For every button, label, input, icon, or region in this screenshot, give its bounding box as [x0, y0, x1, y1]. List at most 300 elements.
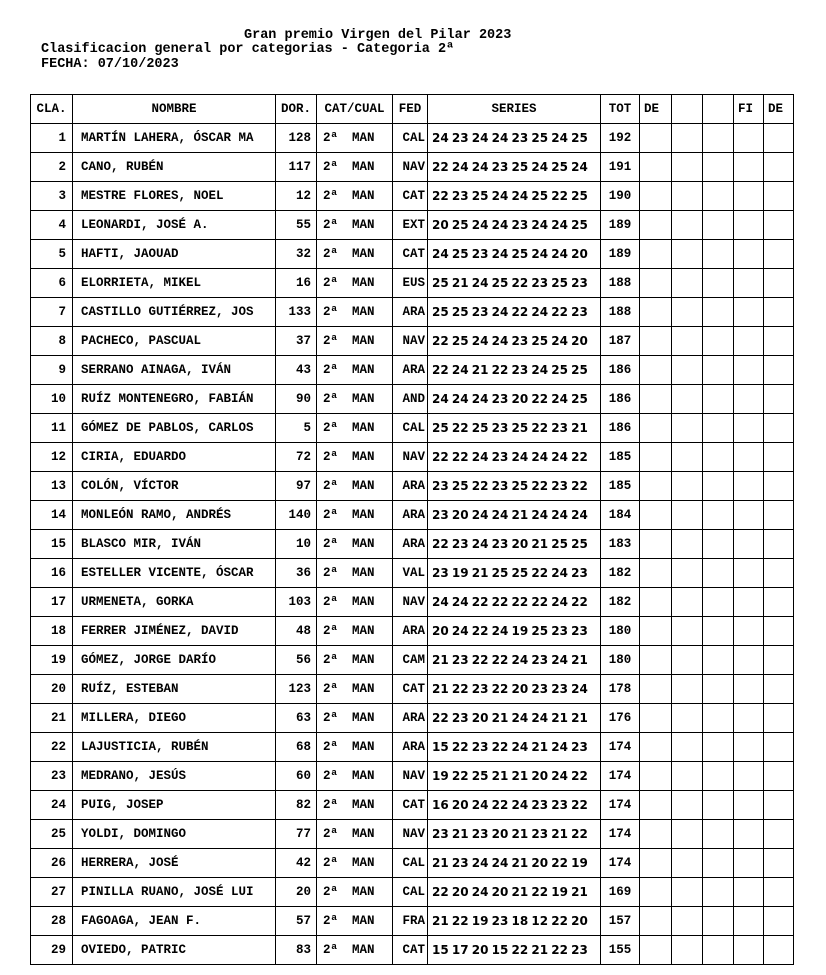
- blank-cell-2: [703, 849, 734, 878]
- report-date: FECHA: 07/10/2023: [41, 57, 179, 72]
- category-value: 2ª: [323, 131, 339, 145]
- de-2-cell: [764, 385, 794, 414]
- blank-cell-1: [672, 762, 703, 791]
- fi-cell: [734, 675, 764, 704]
- category-cell: [317, 530, 393, 559]
- total-cell: 182: [601, 559, 640, 588]
- fi-cell: [734, 356, 764, 385]
- category-cell: [317, 472, 393, 501]
- table-row: [31, 936, 794, 965]
- blank-cell-2: [703, 472, 734, 501]
- qualification-value: MAN: [352, 914, 375, 928]
- blank-cell-2: [703, 762, 734, 791]
- table-row: [31, 443, 794, 472]
- bib-cell: 5: [276, 414, 317, 443]
- blank-cell-2: [703, 559, 734, 588]
- table-row: [31, 298, 794, 327]
- rank-cell: 24: [31, 791, 73, 820]
- total-cell: 189: [601, 240, 640, 269]
- category-value: 2ª: [323, 798, 339, 812]
- blank-cell-2: [703, 269, 734, 298]
- rank-cell: 22: [31, 733, 73, 762]
- de-2-cell: [764, 501, 794, 530]
- rank-cell: 20: [31, 675, 73, 704]
- category-value: 2ª: [323, 450, 339, 464]
- de-2-cell: [764, 878, 794, 907]
- category-cell: [317, 211, 393, 240]
- col-tot-header: TOT: [601, 95, 640, 124]
- table-row: [31, 269, 794, 298]
- blank-cell-2: [703, 907, 734, 936]
- blank-cell-1: [672, 849, 703, 878]
- rank-cell: 26: [31, 849, 73, 878]
- federation-cell: CAT: [393, 791, 428, 820]
- category-cell: [317, 646, 393, 675]
- bib-cell: 140: [276, 501, 317, 530]
- fi-cell: [734, 704, 764, 733]
- col-cla-header: CLA.: [31, 95, 73, 124]
- bib-cell: 57: [276, 907, 317, 936]
- qualification-value: MAN: [352, 131, 375, 145]
- total-cell: 180: [601, 646, 640, 675]
- qualification-value: MAN: [352, 218, 375, 232]
- bib-cell: 128: [276, 124, 317, 153]
- col-blank-1-header: [672, 95, 703, 124]
- fi-cell: [734, 820, 764, 849]
- blank-cell-1: [672, 240, 703, 269]
- series-cell: 21 23 22 22 24 23 24 21: [428, 646, 601, 675]
- de-cell: [640, 530, 672, 559]
- qualification-value: MAN: [352, 479, 375, 493]
- qualification-value: MAN: [352, 595, 375, 609]
- de-2-cell: [764, 849, 794, 878]
- total-cell: 186: [601, 385, 640, 414]
- category-value: 2ª: [323, 392, 339, 406]
- de-2-cell: [764, 907, 794, 936]
- total-cell: 187: [601, 327, 640, 356]
- bib-cell: 20: [276, 878, 317, 907]
- de-cell: [640, 617, 672, 646]
- blank-cell-2: [703, 443, 734, 472]
- blank-cell-2: [703, 298, 734, 327]
- category-cell: [317, 356, 393, 385]
- fi-cell: [734, 414, 764, 443]
- table-row: [31, 762, 794, 791]
- table-row: [31, 240, 794, 269]
- category-value: 2ª: [323, 537, 339, 551]
- total-cell: 189: [601, 211, 640, 240]
- series-cell: 22 24 21 22 23 24 25 25: [428, 356, 601, 385]
- qualification-value: MAN: [352, 421, 375, 435]
- federation-cell: CAL: [393, 878, 428, 907]
- col-fed-header: FED: [393, 95, 428, 124]
- category-value: 2ª: [323, 769, 339, 783]
- qualification-value: MAN: [352, 943, 375, 957]
- de-cell: [640, 907, 672, 936]
- series-cell: 24 25 23 24 25 24 24 20: [428, 240, 601, 269]
- fi-cell: [734, 385, 764, 414]
- category-value: 2ª: [323, 305, 339, 319]
- de-2-cell: [764, 327, 794, 356]
- category-cell: [317, 762, 393, 791]
- fi-cell: [734, 240, 764, 269]
- name-cell: CANO, RUBÉN: [73, 153, 276, 182]
- table-row: [31, 907, 794, 936]
- category-cell: [317, 501, 393, 530]
- name-cell: MEDRANO, JESÚS: [73, 762, 276, 791]
- name-cell: LAJUSTICIA, RUBÉN: [73, 733, 276, 762]
- blank-cell-2: [703, 791, 734, 820]
- blank-cell-2: [703, 501, 734, 530]
- category-cell: [317, 791, 393, 820]
- bib-cell: 68: [276, 733, 317, 762]
- qualification-value: MAN: [352, 247, 375, 261]
- de-2-cell: [764, 414, 794, 443]
- blank-cell-2: [703, 327, 734, 356]
- de-2-cell: [764, 472, 794, 501]
- series-cell: 24 24 22 22 22 22 24 22: [428, 588, 601, 617]
- table-row: [31, 820, 794, 849]
- federation-cell: FRA: [393, 907, 428, 936]
- rank-cell: 6: [31, 269, 73, 298]
- de-cell: [640, 414, 672, 443]
- blank-cell-2: [703, 240, 734, 269]
- bib-cell: 43: [276, 356, 317, 385]
- qualification-value: MAN: [352, 566, 375, 580]
- bib-cell: 42: [276, 849, 317, 878]
- fi-cell: [734, 530, 764, 559]
- total-cell: 183: [601, 530, 640, 559]
- category-cell: [317, 385, 393, 414]
- federation-cell: ARA: [393, 530, 428, 559]
- blank-cell-1: [672, 820, 703, 849]
- category-cell: [317, 878, 393, 907]
- qualification-value: MAN: [352, 450, 375, 464]
- blank-cell-2: [703, 153, 734, 182]
- series-cell: 23 19 21 25 25 22 24 23: [428, 559, 601, 588]
- fi-cell: [734, 617, 764, 646]
- total-cell: 174: [601, 762, 640, 791]
- series-cell: 22 20 24 20 21 22 19 21: [428, 878, 601, 907]
- federation-cell: NAV: [393, 588, 428, 617]
- table-row: [31, 472, 794, 501]
- fi-cell: [734, 936, 764, 965]
- de-cell: [640, 762, 672, 791]
- fi-cell: [734, 327, 764, 356]
- fi-cell: [734, 907, 764, 936]
- table-row: [31, 211, 794, 240]
- report-title: Gran premio Virgen del Pilar 2023: [244, 28, 512, 43]
- de-cell: [640, 646, 672, 675]
- blank-cell-2: [703, 675, 734, 704]
- table-row: [31, 559, 794, 588]
- category-value: 2ª: [323, 827, 339, 841]
- series-cell: 22 23 20 21 24 24 21 21: [428, 704, 601, 733]
- blank-cell-1: [672, 530, 703, 559]
- fi-cell: [734, 153, 764, 182]
- federation-cell: CAT: [393, 936, 428, 965]
- bib-cell: 83: [276, 936, 317, 965]
- category-value: 2ª: [323, 479, 339, 493]
- blank-cell-2: [703, 878, 734, 907]
- fi-cell: [734, 269, 764, 298]
- qualification-value: MAN: [352, 160, 375, 174]
- name-cell: PINILLA RUANO, JOSÉ LUI: [73, 878, 276, 907]
- total-cell: 188: [601, 298, 640, 327]
- federation-cell: NAV: [393, 443, 428, 472]
- federation-cell: CAL: [393, 414, 428, 443]
- series-cell: 20 24 22 24 19 25 23 23: [428, 617, 601, 646]
- bib-cell: 36: [276, 559, 317, 588]
- bib-cell: 117: [276, 153, 317, 182]
- blank-cell-1: [672, 298, 703, 327]
- total-cell: 174: [601, 820, 640, 849]
- federation-cell: EXT: [393, 211, 428, 240]
- blank-cell-1: [672, 153, 703, 182]
- category-cell: [317, 124, 393, 153]
- de-cell: [640, 211, 672, 240]
- name-cell: FERRER JIMÉNEZ, DAVID: [73, 617, 276, 646]
- de-2-cell: [764, 704, 794, 733]
- category-value: 2ª: [323, 334, 339, 348]
- blank-cell-2: [703, 414, 734, 443]
- rank-cell: 25: [31, 820, 73, 849]
- total-cell: 174: [601, 791, 640, 820]
- qualification-value: MAN: [352, 653, 375, 667]
- bib-cell: 63: [276, 704, 317, 733]
- de-cell: [640, 820, 672, 849]
- series-cell: 16 20 24 22 24 23 23 22: [428, 791, 601, 820]
- blank-cell-1: [672, 385, 703, 414]
- rank-cell: 9: [31, 356, 73, 385]
- fi-cell: [734, 762, 764, 791]
- qualification-value: MAN: [352, 276, 375, 290]
- series-cell: 22 23 25 24 24 25 22 25: [428, 182, 601, 211]
- bib-cell: 60: [276, 762, 317, 791]
- category-value: 2ª: [323, 856, 339, 870]
- de-2-cell: [764, 124, 794, 153]
- rank-cell: 19: [31, 646, 73, 675]
- rank-cell: 10: [31, 385, 73, 414]
- rank-cell: 29: [31, 936, 73, 965]
- qualification-value: MAN: [352, 856, 375, 870]
- series-cell: 22 24 24 23 25 24 25 24: [428, 153, 601, 182]
- series-cell: 19 22 25 21 21 20 24 22: [428, 762, 601, 791]
- de-cell: [640, 501, 672, 530]
- col-fi-header: FI: [734, 95, 764, 124]
- de-2-cell: [764, 733, 794, 762]
- federation-cell: CAL: [393, 849, 428, 878]
- bib-cell: 82: [276, 791, 317, 820]
- de-2-cell: [764, 240, 794, 269]
- table-row: [31, 704, 794, 733]
- de-cell: [640, 356, 672, 385]
- name-cell: COLÓN, VÍCTOR: [73, 472, 276, 501]
- series-cell: 23 25 22 23 25 22 23 22: [428, 472, 601, 501]
- table-row: [31, 530, 794, 559]
- rank-cell: 13: [31, 472, 73, 501]
- federation-cell: CAT: [393, 182, 428, 211]
- rank-cell: 3: [31, 182, 73, 211]
- rank-cell: 8: [31, 327, 73, 356]
- col-blank-2-header: [703, 95, 734, 124]
- blank-cell-2: [703, 356, 734, 385]
- category-value: 2ª: [323, 160, 339, 174]
- federation-cell: ARA: [393, 356, 428, 385]
- fi-cell: [734, 443, 764, 472]
- federation-cell: CAM: [393, 646, 428, 675]
- blank-cell-1: [672, 327, 703, 356]
- name-cell: CASTILLO GUTIÉRREZ, JOS: [73, 298, 276, 327]
- name-cell: PUIG, JOSEP: [73, 791, 276, 820]
- rank-cell: 21: [31, 704, 73, 733]
- category-cell: [317, 240, 393, 269]
- de-2-cell: [764, 182, 794, 211]
- series-cell: 20 25 24 24 23 24 24 25: [428, 211, 601, 240]
- series-cell: 21 22 23 22 20 23 23 24: [428, 675, 601, 704]
- qualification-value: MAN: [352, 334, 375, 348]
- total-cell: 186: [601, 414, 640, 443]
- name-cell: RUÍZ MONTENEGRO, FABIÁN: [73, 385, 276, 414]
- rank-cell: 18: [31, 617, 73, 646]
- blank-cell-2: [703, 530, 734, 559]
- name-cell: ELORRIETA, MIKEL: [73, 269, 276, 298]
- col-cat-cual-header: CAT/CUAL: [317, 95, 393, 124]
- table-row: [31, 501, 794, 530]
- blank-cell-1: [672, 588, 703, 617]
- rank-cell: 17: [31, 588, 73, 617]
- blank-cell-1: [672, 124, 703, 153]
- de-cell: [640, 443, 672, 472]
- category-value: 2ª: [323, 421, 339, 435]
- qualification-value: MAN: [352, 537, 375, 551]
- category-cell: [317, 298, 393, 327]
- category-value: 2ª: [323, 943, 339, 957]
- de-cell: [640, 153, 672, 182]
- federation-cell: AND: [393, 385, 428, 414]
- de-2-cell: [764, 820, 794, 849]
- category-cell: [317, 704, 393, 733]
- de-cell: [640, 704, 672, 733]
- de-2-cell: [764, 791, 794, 820]
- federation-cell: ARA: [393, 733, 428, 762]
- bib-cell: 37: [276, 327, 317, 356]
- category-cell: [317, 269, 393, 298]
- category-value: 2ª: [323, 189, 339, 203]
- de-cell: [640, 385, 672, 414]
- table-row: [31, 675, 794, 704]
- rank-cell: 11: [31, 414, 73, 443]
- total-cell: 185: [601, 472, 640, 501]
- de-2-cell: [764, 298, 794, 327]
- total-cell: 157: [601, 907, 640, 936]
- bib-cell: 77: [276, 820, 317, 849]
- blank-cell-1: [672, 878, 703, 907]
- name-cell: HAFTI, JAOUAD: [73, 240, 276, 269]
- bib-cell: 16: [276, 269, 317, 298]
- blank-cell-1: [672, 733, 703, 762]
- blank-cell-2: [703, 617, 734, 646]
- fi-cell: [734, 646, 764, 675]
- fi-cell: [734, 733, 764, 762]
- de-cell: [640, 849, 672, 878]
- blank-cell-2: [703, 211, 734, 240]
- table-header-row: [31, 95, 794, 124]
- table-row: [31, 153, 794, 182]
- category-value: 2ª: [323, 508, 339, 522]
- category-value: 2ª: [323, 276, 339, 290]
- series-cell: 23 20 24 24 21 24 24 24: [428, 501, 601, 530]
- series-cell: 21 22 19 23 18 12 22 20: [428, 907, 601, 936]
- table-row: [31, 646, 794, 675]
- col-series-header: SERIES: [428, 95, 601, 124]
- qualification-value: MAN: [352, 798, 375, 812]
- name-cell: MESTRE FLORES, NOEL: [73, 182, 276, 211]
- table-row: [31, 791, 794, 820]
- de-cell: [640, 559, 672, 588]
- category-value: 2ª: [323, 653, 339, 667]
- de-2-cell: [764, 559, 794, 588]
- series-cell: 25 21 24 25 22 23 25 23: [428, 269, 601, 298]
- name-cell: YOLDI, DOMINGO: [73, 820, 276, 849]
- table-row: [31, 124, 794, 153]
- fi-cell: [734, 472, 764, 501]
- blank-cell-1: [672, 443, 703, 472]
- category-cell: [317, 936, 393, 965]
- series-cell: 24 24 24 23 20 22 24 25: [428, 385, 601, 414]
- blank-cell-1: [672, 675, 703, 704]
- de-cell: [640, 269, 672, 298]
- blank-cell-2: [703, 733, 734, 762]
- federation-cell: NAV: [393, 153, 428, 182]
- category-value: 2ª: [323, 914, 339, 928]
- total-cell: 185: [601, 443, 640, 472]
- table-row: [31, 878, 794, 907]
- category-value: 2ª: [323, 566, 339, 580]
- rank-cell: 4: [31, 211, 73, 240]
- qualification-value: MAN: [352, 740, 375, 754]
- de-2-cell: [764, 588, 794, 617]
- de-cell: [640, 240, 672, 269]
- blank-cell-1: [672, 414, 703, 443]
- qualification-value: MAN: [352, 392, 375, 406]
- fi-cell: [734, 211, 764, 240]
- federation-cell: ARA: [393, 472, 428, 501]
- category-cell: [317, 443, 393, 472]
- de-2-cell: [764, 762, 794, 791]
- series-cell: 24 23 24 24 23 25 24 25: [428, 124, 601, 153]
- table-row: [31, 617, 794, 646]
- blank-cell-1: [672, 211, 703, 240]
- federation-cell: EUS: [393, 269, 428, 298]
- de-2-cell: [764, 646, 794, 675]
- federation-cell: ARA: [393, 617, 428, 646]
- blank-cell-1: [672, 501, 703, 530]
- table-row: [31, 849, 794, 878]
- series-cell: 25 25 23 24 22 24 22 23: [428, 298, 601, 327]
- category-cell: [317, 182, 393, 211]
- de-2-cell: [764, 936, 794, 965]
- fi-cell: [734, 878, 764, 907]
- qualification-value: MAN: [352, 189, 375, 203]
- name-cell: GÓMEZ DE PABLOS, CARLOS: [73, 414, 276, 443]
- total-cell: 174: [601, 849, 640, 878]
- de-cell: [640, 182, 672, 211]
- blank-cell-2: [703, 124, 734, 153]
- series-cell: 22 23 24 23 20 21 25 25: [428, 530, 601, 559]
- de-2-cell: [764, 211, 794, 240]
- category-value: 2ª: [323, 363, 339, 377]
